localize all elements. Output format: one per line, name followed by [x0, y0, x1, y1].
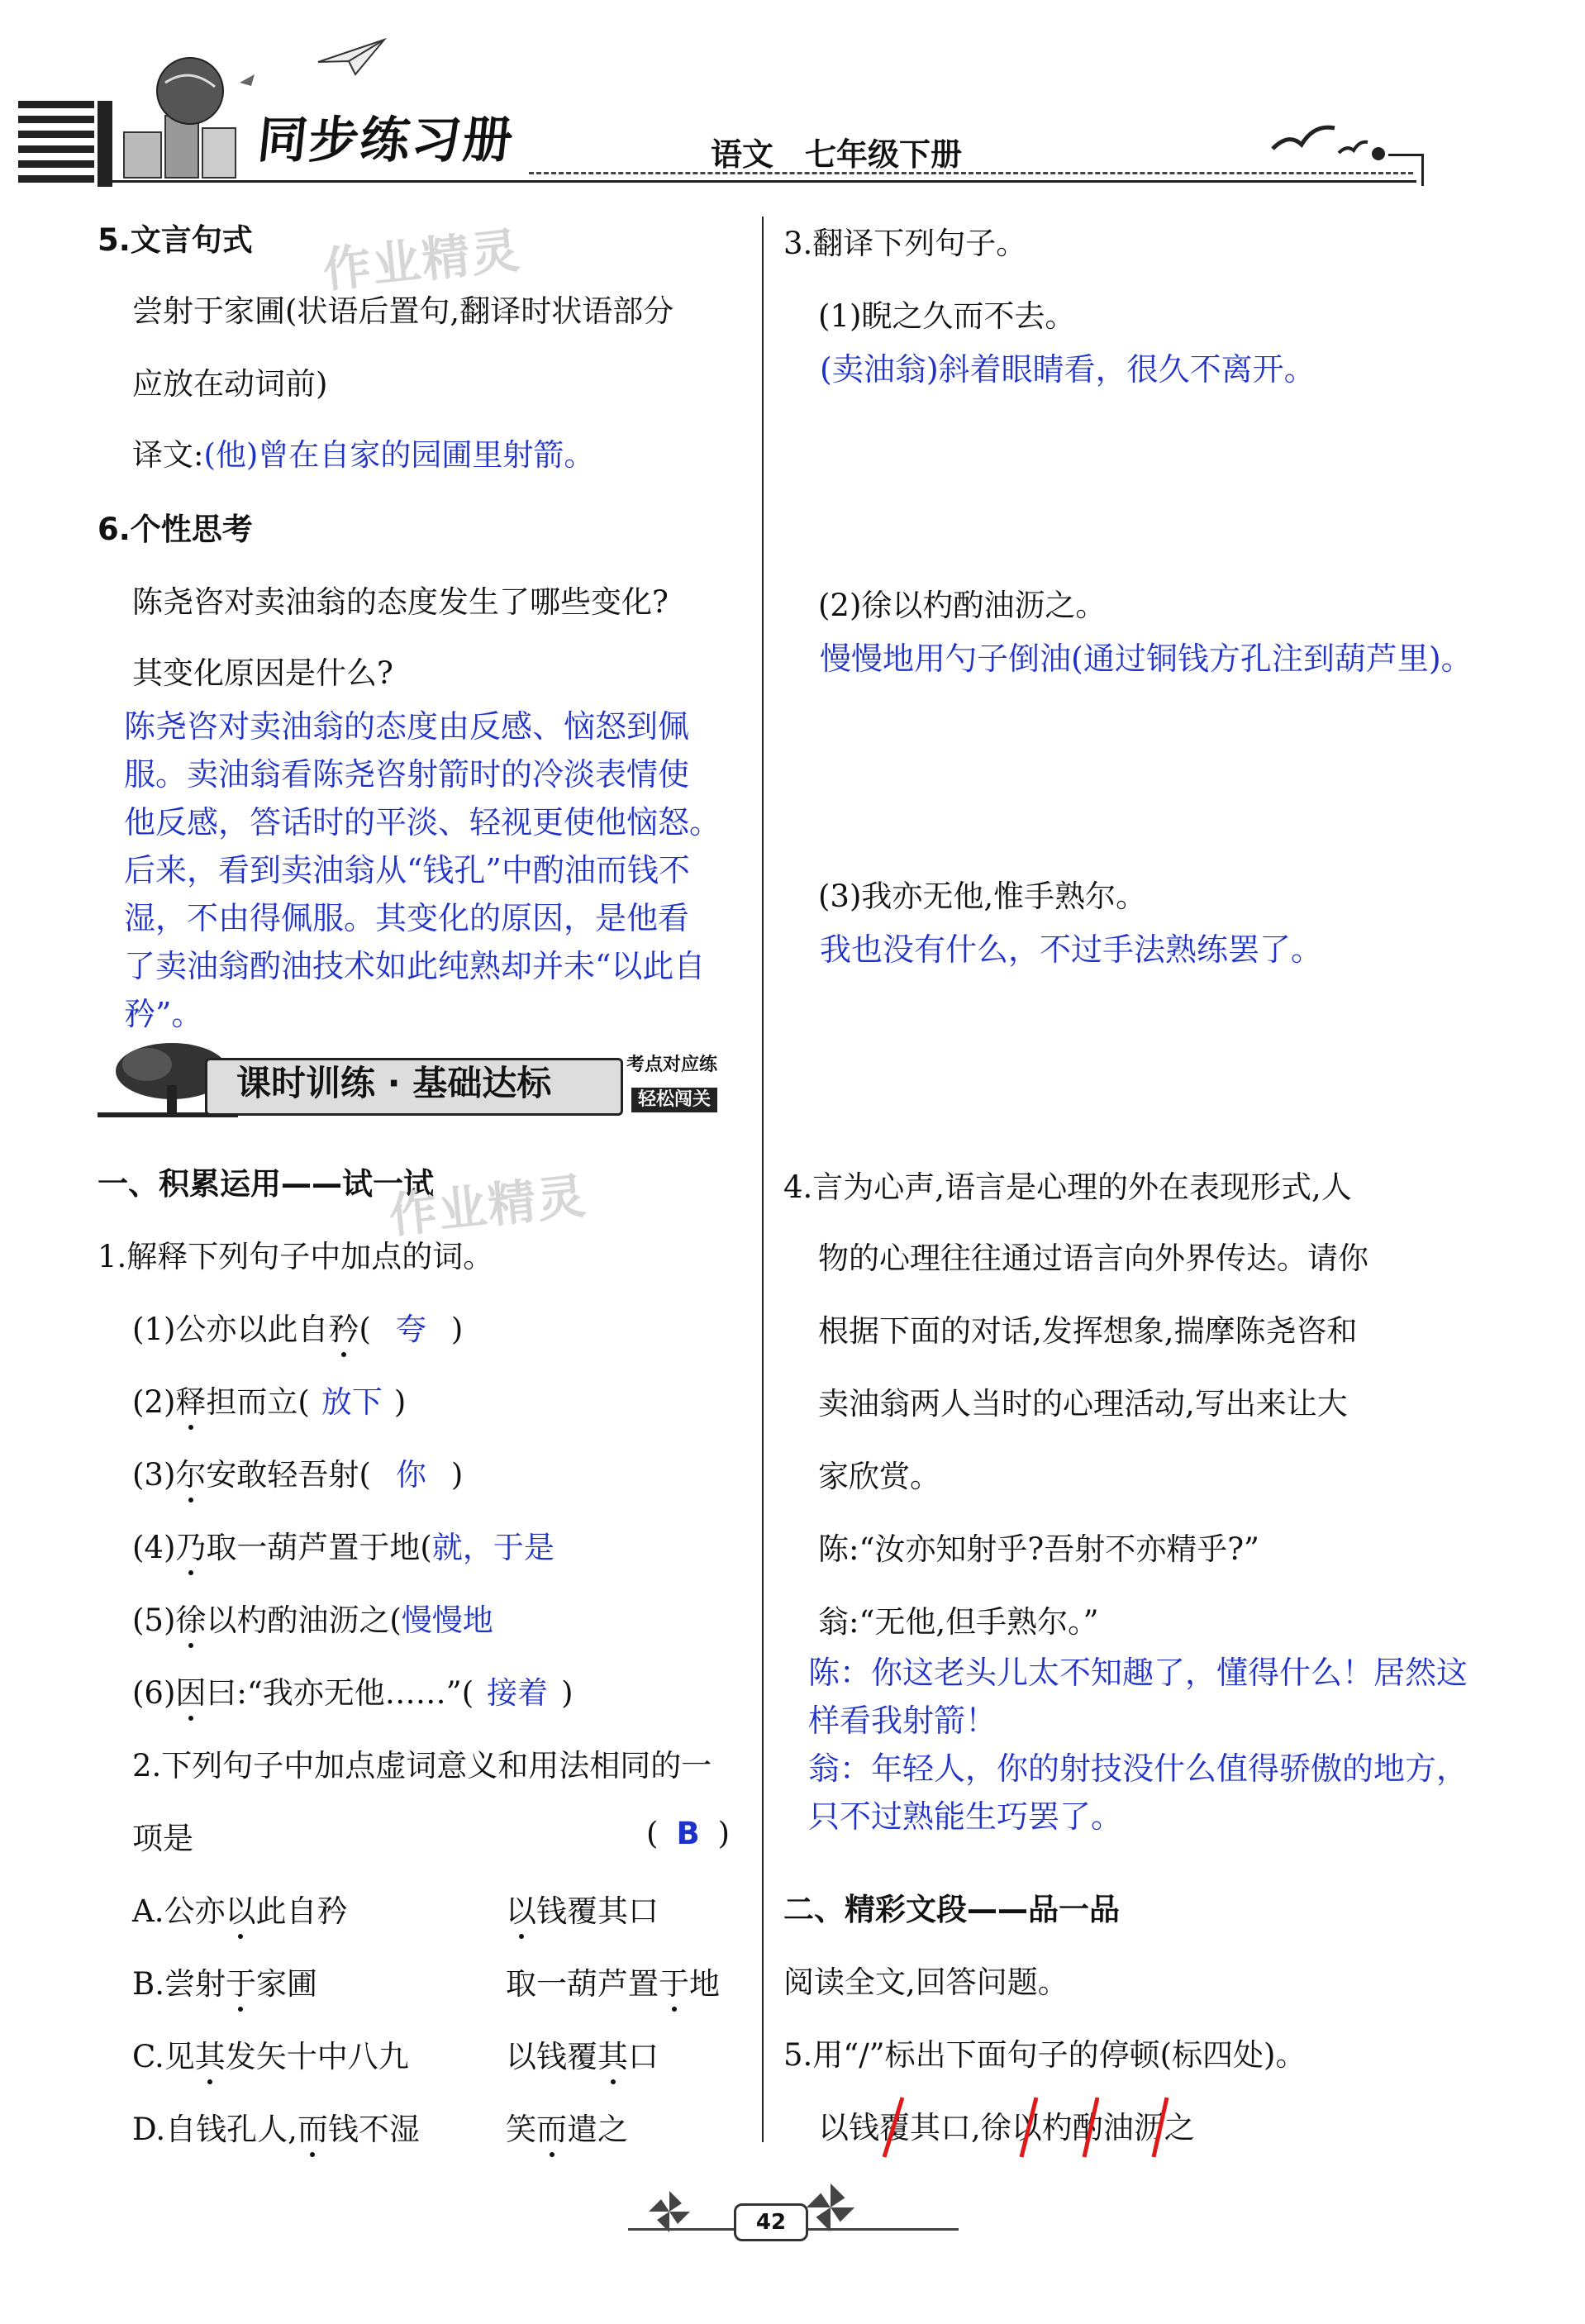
option-text: B.尝射	[132, 1966, 226, 2002]
q1-item-close: )	[561, 1675, 574, 1711]
q1-dotted-char: 因	[175, 1675, 207, 1711]
q1-item-text: (5)	[132, 1603, 176, 1638]
option-dotted-char: 而	[297, 2112, 328, 2147]
q4-answer-line: 陈：你这老头儿太不知趣了，懂得什么！居然这	[808, 1655, 1468, 1691]
q2-option-c-right	[506, 2041, 659, 2072]
watermark: 作业精灵	[386, 1167, 590, 1245]
q4-dialog-weng: 翁:“无他,但手熟尔。”	[818, 1604, 1099, 1640]
q3-answer-2: 慢慢地用勺子倒油(通过铜钱方孔注到葫芦里)。	[820, 641, 1473, 677]
option-dotted-char: 于	[659, 1966, 689, 2002]
q1-item-close: )	[450, 1312, 464, 1347]
banner-title: 课时训练 · 基础达标	[236, 1063, 552, 1103]
q4-line: 卖油翁两人当时的心理活动,写出来让大	[818, 1386, 1348, 1422]
option-dotted-char: 于	[225, 1966, 256, 2002]
q4-dialog-chen: 陈:“汝亦知射乎?吾射不亦精乎?”	[818, 1531, 1259, 1567]
q2-option-d-left	[132, 2114, 420, 2145]
q1-answer: 慢慢地	[401, 1603, 493, 1638]
q2-line-1: 2.下列句子中加点虚词意义和用法相同的一	[132, 1748, 712, 1783]
q1-answer: 你	[395, 1457, 426, 1493]
q1-item-text: (	[359, 1312, 371, 1347]
pause-mark	[1154, 2098, 1167, 2157]
q5-title: 5.文言句式	[98, 222, 253, 258]
q5-pause-sentence: 以钱覆其口,徐以杓酌油沥之	[818, 2110, 1195, 2145]
pause-mark	[884, 2098, 902, 2157]
option-text: 地	[689, 1966, 720, 2002]
q2-option-d-right	[506, 2114, 628, 2145]
option-text: 发矢十中八九	[225, 2039, 409, 2074]
q1-item	[132, 1314, 463, 1345]
option-text: 口	[628, 2039, 659, 2074]
watermark: 作业精灵	[320, 221, 524, 299]
q5-translation	[132, 437, 595, 473]
q6-line-1: 陈尧咨对卖油翁的态度发生了哪些变化?	[132, 584, 669, 620]
option-text: 以钱覆	[506, 2039, 597, 2074]
q4-answer-line: 样看我射箭！	[808, 1703, 997, 1739]
option-dotted-char: 以	[225, 1893, 256, 1929]
q2-line-2: 项是	[132, 1821, 193, 1856]
q1-item-text: (3)	[132, 1457, 176, 1493]
pinwheel-icon	[645, 2187, 694, 2236]
banner-tag-2: 轻松闯关	[631, 1088, 717, 1112]
option-dotted-char: 其	[597, 2039, 628, 2074]
q6-answer	[124, 702, 752, 1038]
q2-option-c-left	[132, 2041, 409, 2072]
q2-paren-close: )	[717, 1816, 731, 1851]
q3-answer-3: 我也没有什么，不过手法熟练罢了。	[820, 931, 1323, 968]
q1-item	[132, 1675, 574, 1711]
q1-answer: 就，于是	[431, 1530, 555, 1565]
q1-answer: 放下	[321, 1384, 383, 1420]
option-text: C.见	[132, 2039, 195, 2074]
q3-sentence-2: (2)徐以杓酌油沥之。	[818, 588, 1107, 623]
q1-dotted-char: 乃	[175, 1530, 207, 1565]
q3-sentence-3: (3)我亦无他,惟手熟尔。	[818, 879, 1147, 914]
q4-line: 物的心理往往通过语言向外界传达。请你	[818, 1241, 1368, 1276]
q1-title: 1.解释下列句子中加点的词。	[98, 1239, 494, 1274]
subject-grade: 语文 七年级下册	[711, 136, 963, 173]
pause-marks	[859, 2091, 1173, 2165]
q6-answer-line: 后来，看到卖油翁从“钱孔”中酌油而钱不	[124, 852, 690, 888]
pause-mark	[1084, 2098, 1097, 2157]
page-number: 42	[734, 2203, 808, 2241]
pinwheel-icon	[802, 2179, 859, 2236]
q1-answer: 接着	[487, 1675, 549, 1711]
q1-item-text: (6)	[132, 1675, 176, 1711]
section2-title: 二、精彩文段——品一品	[783, 1892, 1120, 1927]
page-header	[0, 0, 1585, 198]
option-dotted-char: 其	[194, 2039, 226, 2074]
q1-item-text: 担而立(	[206, 1384, 310, 1420]
q4-line: 4.言为心声,语言是心理的外在表现形式,人	[783, 1169, 1352, 1205]
q1-answer: 夸	[395, 1312, 426, 1347]
q1-item-text: 安敢轻吾射(	[206, 1457, 371, 1493]
option-text: A.公亦	[132, 1893, 226, 1929]
q6-answer-line: 他反感，答话时的平淡、轻视更使他恼怒。	[124, 804, 721, 841]
q1-dotted-char: 徐	[175, 1603, 207, 1638]
birds-icon	[1264, 116, 1372, 165]
q4-answer-line: 翁：年轻人，你的射技没什么值得骄傲的地方，	[808, 1750, 1468, 1787]
option-text: 钱不湿	[327, 2112, 420, 2147]
q3-title: 3.翻译下列句子。	[783, 226, 1027, 261]
q1-item	[132, 1605, 493, 1636]
banner-tag-1: 考点对应练	[626, 1055, 718, 1075]
q3-sentence-1: (1)睨之久而不去。	[818, 298, 1076, 334]
q5-pause-question: 5.用“/”标出下面句子的停顿(标四处)。	[783, 2037, 1307, 2073]
header-dotted-rule	[529, 172, 1413, 174]
q1-dotted-char: 矜	[328, 1312, 359, 1347]
q6-answer-line: 了卖油翁酌油技术如此纯熟却并未“以此自	[124, 948, 706, 984]
q1-item-text: (2)	[132, 1384, 176, 1420]
read-all-instruction: 阅读全文,回答问题。	[783, 1964, 1069, 2000]
option-text: D.自钱孔人,	[132, 2112, 297, 2147]
option-text: 遣之	[567, 2112, 628, 2147]
q2-answer-paren	[646, 1818, 730, 1849]
q6-answer-line: 陈尧咨对卖油翁的态度由反感、恼怒到佩	[124, 708, 690, 745]
q3-answer-1: (卖油翁)斜着眼睛看，很久不离开。	[820, 351, 1316, 388]
q1-item-text: (4)	[132, 1530, 176, 1565]
q5-line-2: 应放在动词前)	[132, 366, 328, 402]
q1-item-text: 曰:“我亦无他……”(	[206, 1675, 474, 1711]
option-text: 笑	[506, 2112, 536, 2147]
q2-option-b-left	[132, 1966, 317, 2002]
q1-item-close: )	[450, 1457, 464, 1493]
header-end-bracket	[1388, 154, 1424, 186]
q2-option-b-right	[506, 1966, 720, 2002]
section-banner	[98, 1040, 742, 1122]
q1-dotted-char: 尔	[175, 1457, 207, 1493]
q1-item-text: (1)公亦以此自	[132, 1312, 329, 1347]
q5-line-1: 尝射于家圃(状语后置句,翻译时状语部分	[132, 293, 674, 329]
q4-line: 家欣赏。	[818, 1459, 940, 1494]
column-divider	[762, 217, 764, 2142]
q2-answer: B	[676, 1816, 700, 1851]
option-dotted-char: 而	[536, 2112, 567, 2147]
page-footer	[628, 2179, 959, 2253]
paper-plane-icon	[314, 33, 388, 83]
q1-item	[132, 1532, 555, 1563]
q5-answer: (他)曾在自家的园圃里射箭。	[203, 437, 595, 473]
q2-option-a-left	[132, 1893, 348, 1929]
option-text: 此自矜	[255, 1893, 348, 1929]
section1-title: 一、积累运用——试一试	[98, 1166, 434, 1202]
book-title: 同步练习册	[255, 112, 517, 169]
q1-item-text: 以杓酌油沥之(	[206, 1603, 402, 1638]
header-rule	[111, 180, 1416, 183]
header-end-dot	[1372, 147, 1385, 160]
q1-dotted-char: 释	[175, 1384, 207, 1420]
q1-item-text: 取一葫芦置于地(	[206, 1530, 432, 1565]
q6-line-2: 其变化原因是什么?	[132, 655, 393, 691]
q1-item-close: )	[393, 1384, 407, 1420]
q4-answer-line: 只不过熟能生巧罢了。	[808, 1798, 1123, 1835]
q4-answer	[808, 1649, 1502, 1841]
q6-answer-line: 湿，不由得佩服。其变化的原因，是他看	[124, 900, 690, 936]
q1-item	[132, 1457, 464, 1493]
header-stripes	[18, 101, 94, 187]
q6-answer-line: 服。卖油翁看陈尧咨射箭时的冷淡表情使	[124, 756, 690, 793]
q4-line: 根据下面的对话,发挥想象,揣摩陈尧咨和	[818, 1313, 1358, 1349]
option-text: 钱覆其口	[536, 1893, 659, 1929]
pause-mark	[1021, 2098, 1036, 2157]
q2-option-a-right	[506, 1893, 659, 1929]
option-dotted-char: 以	[506, 1893, 536, 1929]
q6-title: 6.个性思考	[98, 512, 253, 547]
q5-translation-label: 译文:	[132, 437, 204, 473]
q6-answer-line: 矜”。	[124, 996, 203, 1032]
q1-item	[132, 1384, 407, 1420]
option-text: 取一葫芦置	[506, 1966, 659, 2002]
option-text: 家圃	[255, 1966, 317, 2002]
q2-paren-open: (	[646, 1816, 659, 1851]
